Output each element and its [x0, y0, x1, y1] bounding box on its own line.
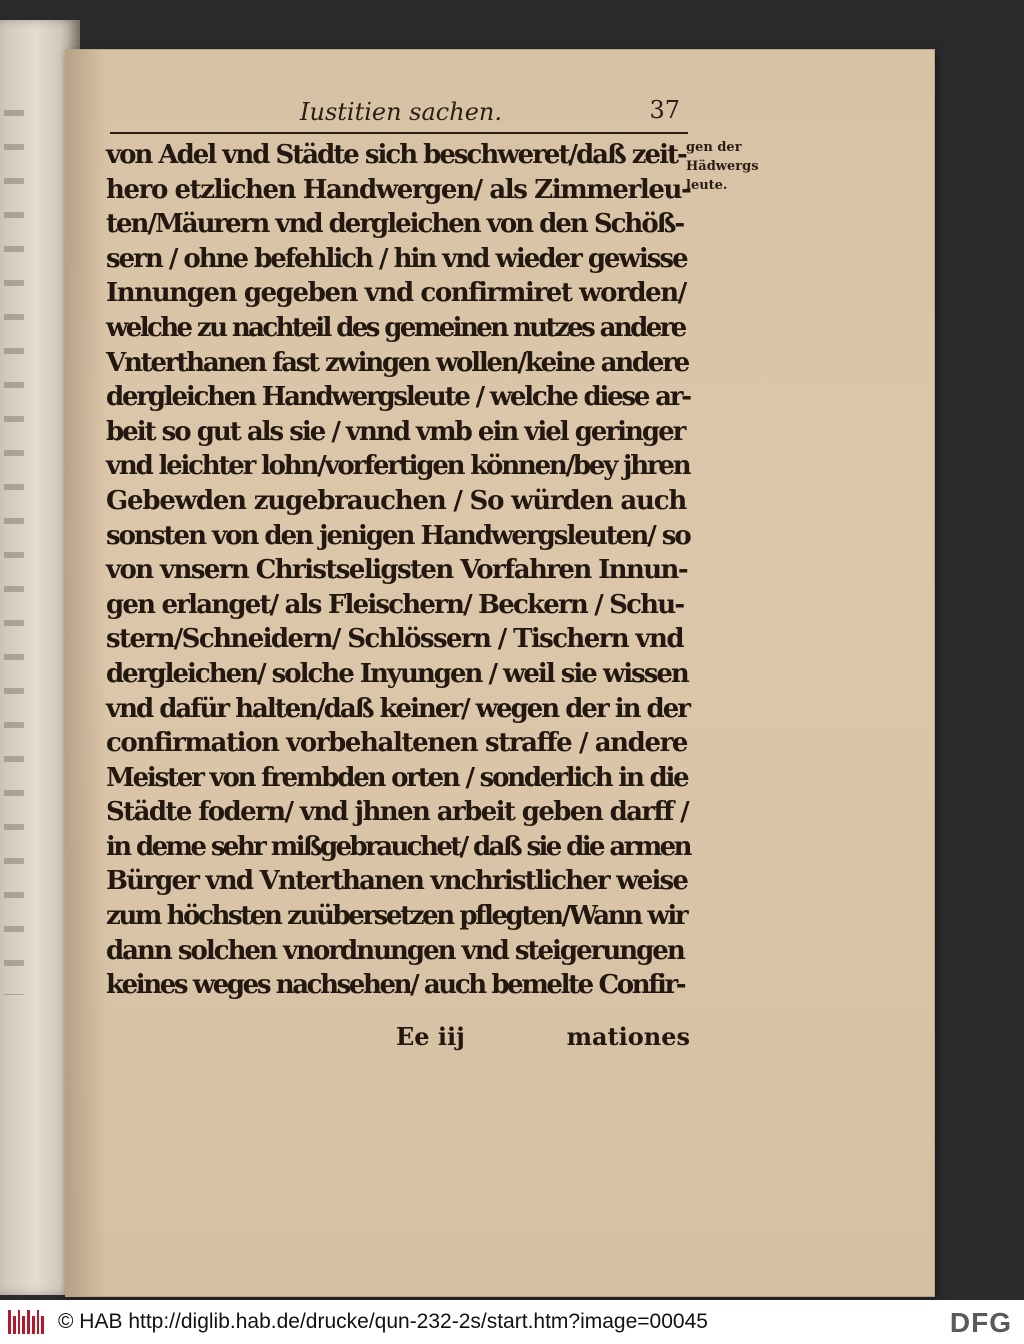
text-line: beit so gut als sie / vnnd vmb ein viel geringer: [106, 416, 685, 447]
text-line: ten/Mäurern vnd dergleichen von den Schöß-: [106, 209, 684, 240]
footer-bar: [0, 1300, 1024, 1344]
text-line: vnd dafür halten/daß keiner/ wegen der in der: [106, 693, 689, 724]
text-line: Vnterthanen fast zwingen wollen/keine andere: [106, 347, 689, 378]
text-line: keines weges nachsehen/ auch bemelte Confir-: [106, 970, 685, 1001]
signature-mark: Ee iij: [396, 1022, 465, 1051]
marginal-note: [686, 138, 776, 195]
running-head-title: Iustitien sachen.: [300, 98, 502, 126]
text-line: sonsten von den jenigen Handwergsleuten/ so: [106, 520, 690, 551]
text-line: stern/Schneidern/ Schlössern / Tischern vnd: [106, 624, 683, 655]
text-line: Gebewden zugebrauchen / So würden auch: [106, 485, 687, 516]
text-line: dergleichen Handwergsleute / welche diese ar-: [106, 382, 690, 413]
hab-logo-icon[interactable]: [8, 1310, 44, 1334]
head-rule: [110, 132, 688, 134]
facing-page-text-ghost: [4, 110, 24, 995]
text-line: in deme sehr mißgebrauchet/ daß sie die armen: [106, 831, 690, 862]
text-line: zum höchsten zuübersetzen pflegten/Wann wir: [106, 901, 687, 932]
catchword: mationes: [566, 1022, 690, 1051]
marginal-note-line: leute.: [686, 178, 728, 193]
marginal-note-line: Hädwergs: [686, 159, 759, 174]
text-line: dergleichen/ solche Inyungen / weil sie wissen: [106, 658, 688, 689]
text-line: Innungen gegeben vnd confirmiret worden/: [106, 278, 686, 309]
text-line: vnd leichter lohn/vorfertigen können/bey jhren: [106, 451, 690, 482]
text-line: dann solchen vnordnungen vnd steigerungen: [106, 935, 684, 966]
text-line: gen erlanget/ als Fleischern/ Beckern / Schu-: [106, 589, 684, 620]
text-line: von Adel vnd Städte sich beschweret/daß zeit-: [106, 140, 686, 170]
text-line: Meister von frembden orten / sonderlich in die: [106, 762, 688, 793]
text-line: Städte fodern/ vnd jhnen arbeit geben darff /: [106, 797, 689, 828]
text-line: welche zu nachteil des gemeinen nutzes andere: [106, 312, 685, 343]
page-gutter-shadow: [66, 50, 106, 1296]
text-line: hero etzlichen Handwergen/ als Zimmerleu-: [106, 174, 691, 205]
body-text: [106, 138, 690, 1003]
page-number: 37: [649, 96, 680, 124]
text-line: Bürger vnd Vnterthanen vnchristlicher weise: [106, 866, 688, 897]
text-line: von vnsern Christseligsten Vorfahren Innun-: [106, 555, 688, 586]
text-line: sern / ohne befehlich / hin vnd wieder gewisse: [106, 243, 687, 274]
catch-line: [106, 1022, 690, 1056]
text-line: confirmation vorbehaltenen straffe / andere: [106, 728, 688, 759]
footer-credit-link[interactable]: © HAB http://diglib.hab.de/drucke/qun-232-2s/start.htm?image=00045: [58, 1310, 708, 1333]
marginal-note-line: gen der: [686, 140, 742, 155]
dfg-logo[interactable]: DFG: [949, 1307, 1012, 1338]
